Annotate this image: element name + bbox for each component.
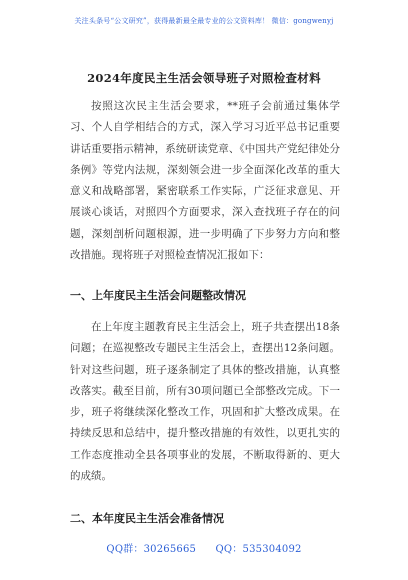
qq-number-text: QQ：535304092 bbox=[215, 544, 302, 555]
section-1-paragraph: 在上年度主题教育民主生活会上，班子共查摆出18条问题；在巡视整改专题民主生活会上，查摆出12条问题。针对这些问题，班子逐条制定了具体的整改措施，认真整改落实。截至目前，所有30项问题已全部整改完成。下一步，班子将继续深化整改工作，巩固和扩大整改成果。在持续反思和总结中，提升整改措施的有效性，以更扎实的工作态度推动全县各项事业的发展，不断取得新的、更大的成绩。 bbox=[70, 321, 340, 483]
footer-contact bbox=[0, 540, 408, 555]
top-notice-banner: 关注头条号“公文研究”，获得最新最全最专业的公文资料库！ 微信：gongwenyj bbox=[74, 17, 334, 25]
document-title: 2024年度民主生活会领导班子对照检查材料 bbox=[87, 71, 321, 85]
intro-paragraph: 按照这次民主生活会要求，**班子会前通过集体学习、个人自学相结合的方式，深入学习习近平总书记重要讲话重要指示精神，系统研读党章、《中国共产党纪律处分条例》等党内法规，深刻领会进一步全面深化改革的重大意义和战略部署，紧密联系工作实际，广泛征求意见、开展谈心谈话，对照四个方面要求，深入查找班子存在的问题，深刻剖析问题根源，进一步明确了下步努力方向和整改措施。现将班子对照检查情况汇报如下： bbox=[70, 100, 340, 262]
section-2-heading: 二、本年度民主生活会准备情况 bbox=[70, 512, 224, 525]
section-1-heading: 一、上年度民主生活会问题整改情况 bbox=[70, 289, 246, 302]
qq-group-text: QQ群：30265665 bbox=[106, 544, 197, 555]
